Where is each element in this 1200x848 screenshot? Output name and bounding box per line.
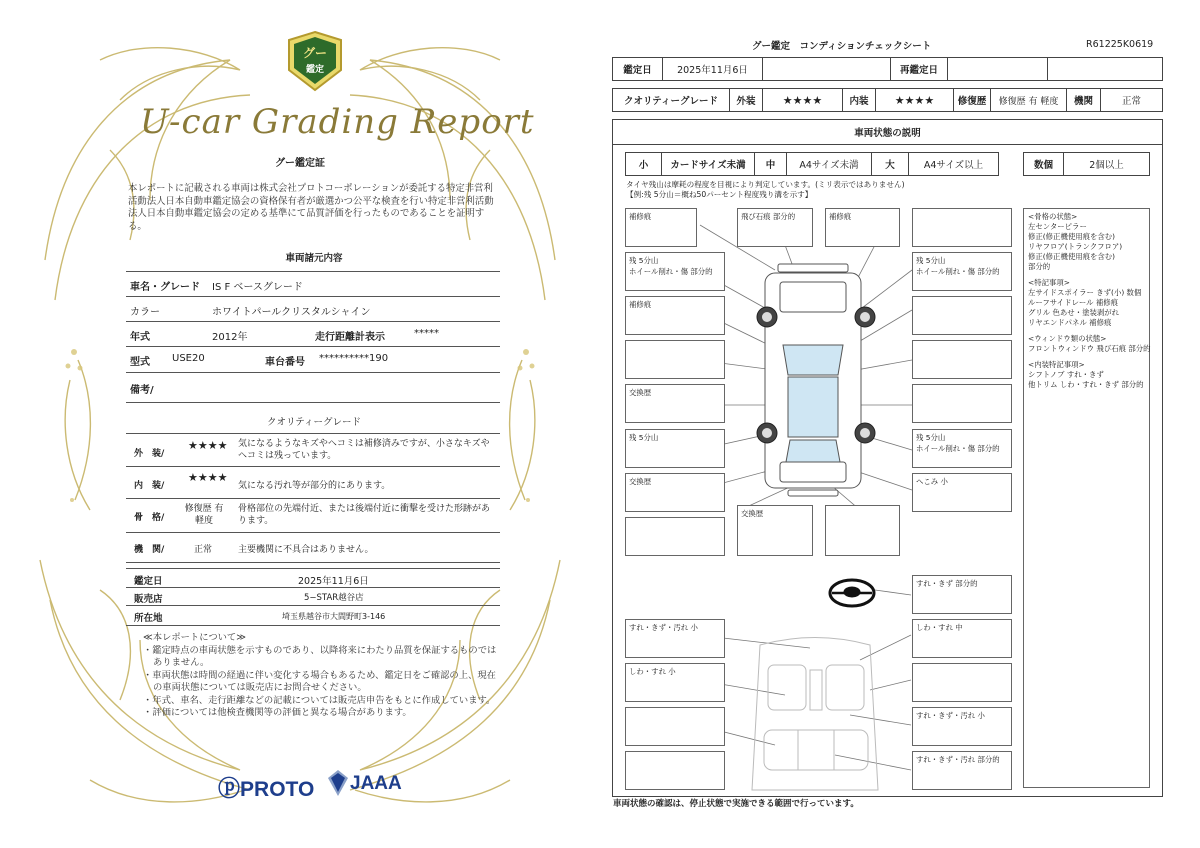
box-left-fender: 補修痕 <box>625 296 725 335</box>
report-notes: ≪本レポートについて≫ ・鑑定時点の車両状態を示すものであり、以降将来にわたり品質を保証するものではありません。 ・車両状態は時間の経過に伴い変化する場合もあるため、鑑定日をご確認の上、現在の車両状態については販売店にお問合せください。 ・年式、車名、走行距離などの記載については販売店申告をもとに作成しています。 ・評価については他検査機関等の評価と異なる場合があります。 <box>143 632 497 718</box>
box-front-right-tire: 残 5分山 ホイール削れ・傷 部分的 <box>912 252 1012 291</box>
quality-row-interior: 内 装/ ★★★★ 気になる汚れ等が部分的にあります。 <box>126 467 500 499</box>
box-steering: すれ・きず 部分的 <box>912 575 1012 614</box>
spec-row-year: 年式 2012年 走行距離計表示 ***** <box>126 322 500 347</box>
proto-logo: ⓟPROTO <box>218 776 315 801</box>
address-row: 所在地 埼玉県越谷市大間野町3-146 <box>126 606 500 626</box>
box-passenger-seat: しわ・すれ 中 <box>912 619 1012 658</box>
tire-example: 【例:残 5分山＝概ね50パーセント程度残り溝を示す】 <box>626 190 813 199</box>
box-front-right-panel <box>912 208 1012 247</box>
spec-row-color: カラー ホワイトパールクリスタルシャイン <box>126 297 500 322</box>
shop-row: 販売店 5−STAR越谷店 <box>126 588 500 606</box>
spec-section-title: 車両諸元内容 <box>285 253 343 264</box>
quality-row-engine: 機 関/ 正常 主要機関に不具合はありません。 <box>126 533 500 563</box>
certificate-title: グー鑑定証 <box>275 158 325 169</box>
sheet-footer-note: 車両状態の確認は、停止状態で実施できる範囲で行っています。 <box>613 799 859 809</box>
box-front-right-top: 補修痕 <box>825 208 900 247</box>
date-table: 鑑定日 2025年11月6日 再鑑定日 <box>612 57 1163 81</box>
remarks-panel: <骨格の状態> 左センターピラー 修正(修正機使用痕を含む) リヤフロア(トランクフロア) 修正(修正機使用痕を含む) 部分的 <特記事項> 左サイドスポイラー きず(小) 数個 ルーフサイドレール 補修痕 グリル 色あせ・塗装剥がれ リヤエンドパネル 補修痕 <ウィンドウ類の状態> フロントウィンドウ 飛び石痕 部分的 <内装特記事項> シフトノブ すれ・きず 他トリム しわ・すれ・きず 部分的 <box>1023 208 1150 788</box>
quality-row-exterior: 外 装/ ★★★★ 気になるようなキズやヘコミは補修済みですが、小さなキズやヘコミは残っています。 <box>126 434 500 467</box>
box-front-left-panel: 補修痕 <box>625 208 697 247</box>
box-right-door-trim <box>912 663 1012 702</box>
certificate-intro: 本レポートに記載される車両は株式会社プロトコーポレーションが委託する特定非営利活動法人日本自動車鑑定協会の資格保有者が厳選かつ公平な検査を行い特定非営利活動法人日本自動車鑑定協会の定める基準にて品質評価を行ったものであることを証明する。 <box>128 183 494 232</box>
box-rear-center: 交換歴 <box>737 505 813 556</box>
grade-table: クオリティーグレード 外装 ★★★★ 内装 ★★★★ 修復歴 修復歴 有 軽度 機関 正常 <box>612 88 1163 112</box>
box-front-left-tire: 残 5分山 ホイール削れ・傷 部分的 <box>625 252 725 291</box>
quality-section-title: クオリティーグレード <box>266 417 362 428</box>
box-rear-right-tire: 残 5分山 ホイール削れ・傷 部分的 <box>912 429 1012 468</box>
box-left-pillar: 交換歴 <box>625 384 725 423</box>
date-row: 鑑定日 2025年11月6日 <box>126 568 500 588</box>
spec-row-name: 車名・グレード IS F ベースグレード <box>126 272 500 297</box>
tire-note: タイヤ残山は摩耗の程度を目視により判定しています。(ミリ表示ではありません) <box>626 180 905 189</box>
box-left-door-trim: しわ・すれ 小 <box>625 663 725 702</box>
box-rear-left-tire: 残 5分山 <box>625 429 725 468</box>
spec-row-model: 型式 USE20 車台番号 **********190 <box>126 347 500 373</box>
spec-divider <box>126 262 500 272</box>
box-right-quarter: へこみ 小 <box>912 473 1012 512</box>
proto-mark-icon: ⓟ <box>218 776 241 801</box>
sheet-id: R61225K0619 <box>1086 39 1154 50</box>
size-legend: 小 カードサイズ未満 中 A4サイズ未満 大 A4サイズ以上 <box>625 152 999 176</box>
box-center-console <box>625 707 725 746</box>
sheet-title: グー鑑定 コンディションチェックシート <box>752 41 932 52</box>
spec-row-remarks: 備考/ <box>126 373 500 403</box>
box-driver-seat: すれ・きず・汚れ 小 <box>625 619 725 658</box>
count-legend: 数個 2個以上 <box>1023 152 1150 176</box>
jaaa-logo: JAAA <box>350 773 402 794</box>
box-right-fender <box>912 296 1012 335</box>
box-front-left-top: 飛び石痕 部分的 <box>737 208 813 247</box>
steering-wheel-icon <box>830 580 874 606</box>
goo-badge-icon <box>287 30 343 92</box>
svg-text:グー: グー <box>302 46 328 60</box>
state-title: 車両状態の説明 <box>612 119 1163 145</box>
box-left-quarter: 交換歴 <box>625 473 725 512</box>
box-shift-area: すれ・きず・汚れ 小 <box>912 707 1012 746</box>
svg-text:鑑定: 鑑定 <box>305 65 325 75</box>
box-right-rear-door <box>912 384 1012 423</box>
quality-row-frame: 骨 格/ 修復歴 有 軽度 骨格部位の先端付近、または後端付近に衝撃を受けた形跡があります。 <box>126 499 500 533</box>
jaaa-mark-icon <box>328 770 348 796</box>
box-rear-left <box>625 517 725 556</box>
quality-divider <box>126 424 500 434</box>
box-rear-right-center <box>825 505 900 556</box>
box-left-front-door <box>625 340 725 379</box>
report-script-title: U-car Grading Report <box>140 102 535 142</box>
box-rear-seat-right: すれ・きず・汚れ 部分的 <box>912 751 1012 790</box>
box-rear-seat-left <box>625 751 725 790</box>
box-right-front-door <box>912 340 1012 379</box>
